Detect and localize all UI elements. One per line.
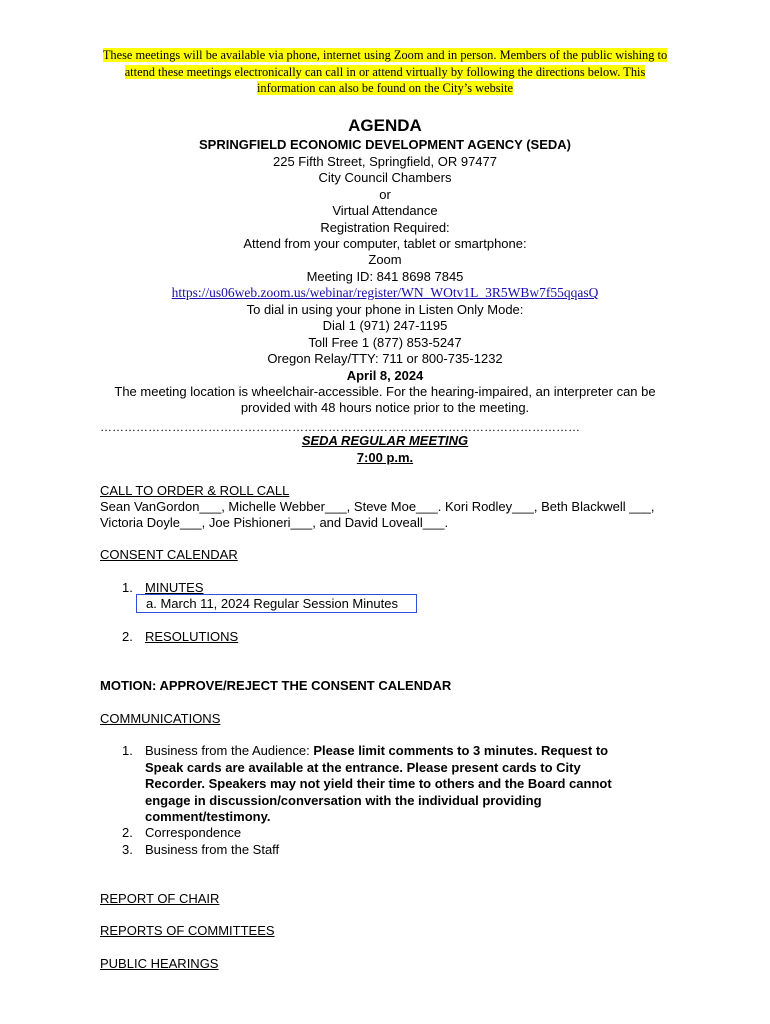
zoom-label: Zoom <box>368 252 402 267</box>
virtual-attendance: Virtual Attendance <box>332 203 438 218</box>
dotted-divider: ………………………………………………………………………………………………………… <box>100 420 580 434</box>
toll-free-number: Toll Free 1 (877) 853-5247 <box>308 335 462 350</box>
meeting-id: Meeting ID: 841 8698 7845 <box>306 269 464 284</box>
report-of-chair-heading: REPORT OF CHAIR <box>100 891 220 906</box>
comm-item-number: 2. <box>122 825 133 840</box>
agency-name: SPRINGFIELD ECONOMIC DEVELOPMENT AGENCY (SEDA) <box>199 137 571 152</box>
minutes-subitem[interactable]: a. March 11, 2024 Regular Session Minutes <box>146 596 398 611</box>
motion-text: MOTION: APPROVE/REJECT THE CONSENT CALENDAR <box>100 678 452 693</box>
comm-item-lead: Business from the Audience: <box>145 743 314 758</box>
reports-of-committees-heading: REPORTS OF COMMITTEES <box>100 923 275 938</box>
relay-number: Oregon Relay/TTY: 711 or 800-735-1232 <box>267 351 503 366</box>
comm-item-bold-line: comment/testimony. <box>145 809 271 824</box>
comm-item-text: Business from the Staff <box>145 842 280 857</box>
dial-intro: To dial in using your phone in Listen Only Mode: <box>246 302 524 317</box>
consent-item-label: RESOLUTIONS <box>145 629 239 644</box>
zoom-notice: These meetings will be available via phone, internet using Zoom and in person. Members of the public wishing to attend these meetings electronically can call in or attend virtually by following the directions below. This information can also be found on the City’s website <box>102 48 668 95</box>
consent-calendar-heading: CONSENT CALENDAR <box>100 547 238 562</box>
consent-item-label: MINUTES <box>145 580 204 595</box>
or-text: or <box>379 187 391 202</box>
comm-item-bold-line: engage in discussion/conversation with the individual providing <box>145 793 542 808</box>
communications-heading: COMMUNICATIONS <box>100 711 221 726</box>
consent-item-number: 1. <box>122 580 133 595</box>
consent-item-number: 2. <box>122 629 133 644</box>
public-hearings-heading: PUBLIC HEARINGS <box>100 956 219 971</box>
call-to-order-heading: CALL TO ORDER & ROLL CALL <box>100 483 290 498</box>
location: City Council Chambers <box>318 170 452 185</box>
comm-item-text: Correspondence <box>145 825 242 840</box>
attend-from: Attend from your computer, tablet or smartphone: <box>243 236 527 251</box>
accessibility-note: The meeting location is wheelchair-accessible. For the hearing-impaired, an interpreter can be provided with 48 hours notice prior to the meeting. <box>114 384 656 416</box>
roll-call: Sean VanGordon___, Michelle Webber___, Steve Moe___. Kori Rodley___, Beth Blackwell ___, Victoria Doyle___, Joe Pishioneri___, and David Loveall___. <box>100 499 655 531</box>
comm-item-text <box>145 743 608 760</box>
comm-item-number: 1. <box>122 743 133 758</box>
comm-item-bold-line: Speak cards are available at the entrance. Please present cards to City <box>145 760 581 775</box>
dial-number: Dial 1 (971) 247-1195 <box>322 318 448 333</box>
meeting-time: 7:00 p.m. <box>356 450 414 465</box>
agenda-title: AGENDA <box>348 116 422 135</box>
address: 225 Fifth Street, Springfield, OR 97477 <box>272 154 497 169</box>
comm-item-number: 3. <box>122 842 133 857</box>
zoom-registration-link[interactable]: https://us06web.zoom.us/webinar/register/WN_WOtv1L_3R5WBw7f55qqasQ <box>171 285 599 300</box>
registration-required: Registration Required: <box>320 220 450 235</box>
comm-item-bold-line: Please limit comments to 3 minutes. Request to <box>313 743 609 758</box>
meeting-name: SEDA REGULAR MEETING <box>301 433 469 448</box>
comm-item-bold-line: Recorder. Speakers may not yield their time to others and the Board cannot <box>145 776 612 791</box>
meeting-date: April 8, 2024 <box>346 368 424 383</box>
